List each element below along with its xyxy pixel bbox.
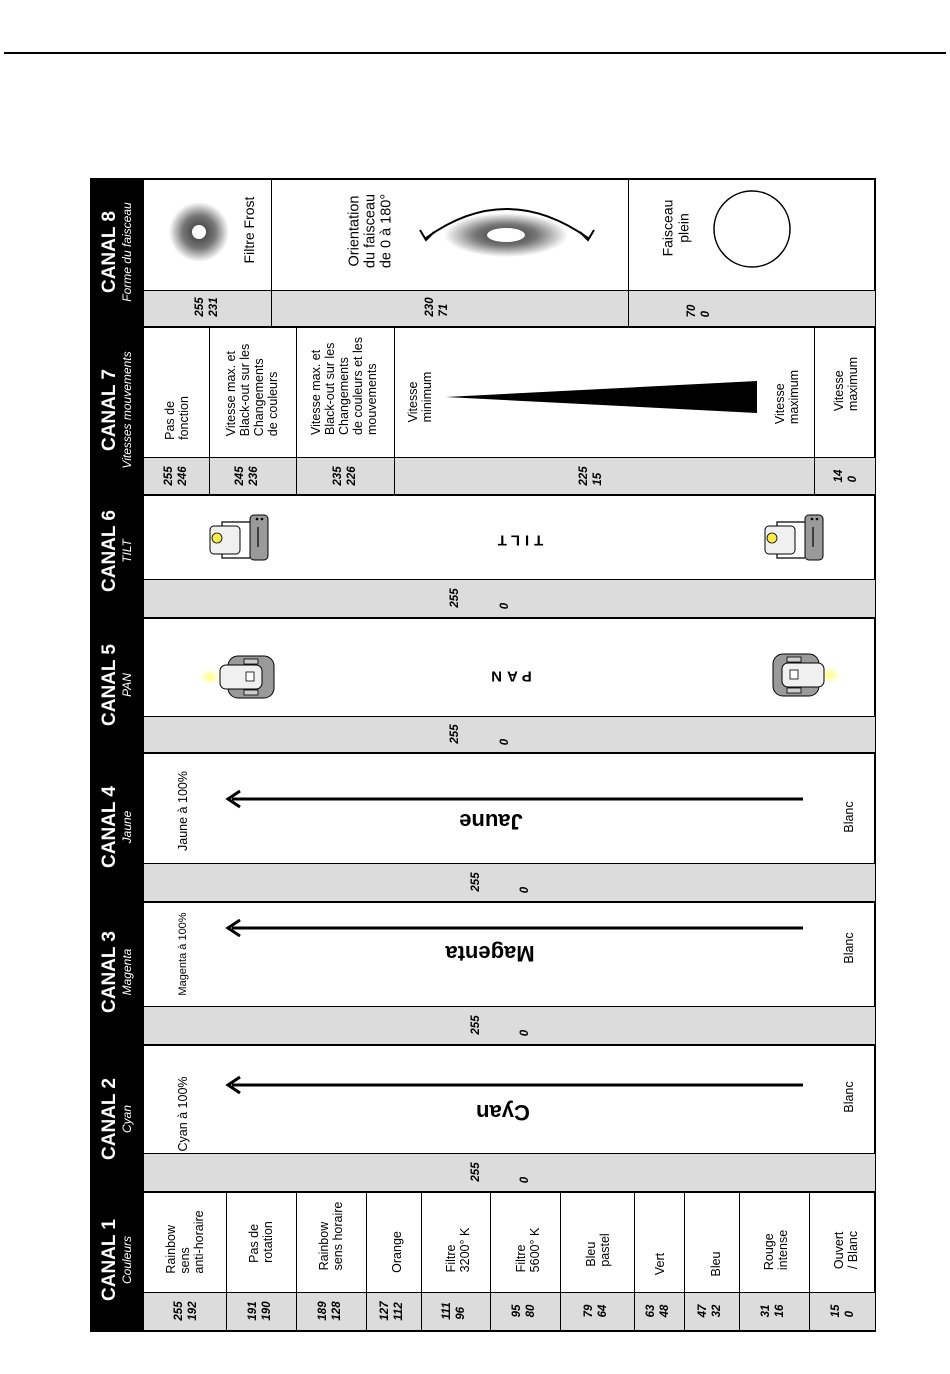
- values-strip-canal4: [144, 863, 875, 901]
- orientation-label: Orientation du faisceau de 0 à 180°: [346, 193, 396, 269]
- canal-title: CANAL 1: [98, 1219, 120, 1301]
- canal-title: CANAL 5: [98, 644, 120, 726]
- canal-title: CANAL 2: [98, 1078, 120, 1160]
- canal-subtitle: PAN: [119, 673, 134, 697]
- value-range: 245 236: [234, 466, 260, 486]
- canal7-label: Pas de fonction: [163, 396, 191, 440]
- value-range: 47 32: [697, 1304, 723, 1318]
- value-range: 14 0: [833, 469, 859, 483]
- value-max: 255: [449, 588, 462, 608]
- canal7-label: Vitesse maximum: [832, 356, 860, 412]
- canal1-label: Ouvert / Blanc: [832, 1230, 860, 1270]
- canal-title: CANAL 6: [98, 510, 120, 592]
- values-strip-canal8: [144, 290, 875, 326]
- canal-subtitle: Couleurs: [119, 1235, 134, 1285]
- frost-label: Filtre Frost: [241, 196, 258, 264]
- value-min: 0: [519, 1176, 532, 1184]
- jaune-bottom-label: Blanc: [842, 801, 856, 833]
- top-rule: [4, 52, 946, 54]
- canal1-label: Orange: [390, 1231, 404, 1273]
- canal-title: CANAL 8: [98, 211, 120, 294]
- value-range: 225 15: [578, 466, 604, 486]
- canal-title: CANAL 7: [98, 369, 120, 452]
- canal-7-header: [100, 351, 134, 468]
- values-strip-canal2: [144, 1153, 875, 1191]
- value-range: 255 192: [173, 1301, 199, 1321]
- canal-title: CANAL 4: [98, 786, 120, 868]
- value-min: 0: [499, 738, 512, 746]
- cyan-top-label: Cyan à 100%: [176, 1076, 190, 1152]
- canal1-label: Bleu pastel: [584, 1233, 612, 1267]
- value-max: 255: [470, 1162, 483, 1182]
- speed-min-label: Vitesse minimum: [406, 371, 434, 423]
- canal-5-header: [100, 644, 134, 726]
- value-range: 230 71: [424, 297, 450, 317]
- magenta-bottom-label: Blanc: [842, 932, 856, 964]
- value-range: 111 96: [441, 1302, 467, 1320]
- canal-1-header: [100, 1219, 134, 1301]
- canal-2-header: [100, 1078, 134, 1160]
- canal1-label: Rainbow sens horaire: [317, 1201, 345, 1271]
- cyan-name: Cyan: [476, 1100, 530, 1125]
- full-beam-icon: [0, 0, 1, 1]
- canal-subtitle: Jaune: [119, 810, 134, 844]
- jaune-name: Jaune: [459, 809, 523, 834]
- magenta-name: Magenta: [445, 941, 535, 966]
- canal1-label: Bleu: [709, 1251, 723, 1277]
- canal1-label: Filtre 3200° K: [444, 1227, 472, 1273]
- canal-8-header: [100, 202, 134, 301]
- canal1-label: Filtre 5600° K: [514, 1227, 542, 1273]
- values-strip-canal3: [144, 1006, 875, 1044]
- value-range: 15 0: [830, 1304, 856, 1318]
- canal1-label: Vert: [653, 1252, 667, 1276]
- value-min: 0: [499, 602, 512, 610]
- pan-label: PAN: [486, 667, 532, 685]
- canal7-label: Vitesse max. et Black-out sur les Changements de couleurs: [224, 343, 280, 437]
- canal7-label: Vitesse max. et Black-out sur les Changements de couleurs et les mouvements: [309, 337, 379, 435]
- values-strip-canal6: [144, 579, 875, 617]
- value-range: 255 231: [194, 297, 220, 317]
- value-max: 255: [470, 1015, 483, 1035]
- value-range: 191 190: [247, 1301, 273, 1321]
- value-range: 95 80: [511, 1304, 537, 1318]
- canal-4-header: [100, 786, 134, 868]
- canal-subtitle: Vitesses mouvements: [119, 351, 134, 469]
- magenta-top-label: Magenta à 100%: [176, 912, 189, 996]
- tilt-label: TILT: [492, 531, 544, 549]
- canal-subtitle: Forme du faisceau: [119, 202, 134, 302]
- speed-max-label: Vitesse maximum: [773, 369, 801, 425]
- value-range: 70 0: [686, 304, 712, 318]
- cyan-bottom-label: Blanc: [842, 1081, 856, 1113]
- canal-subtitle: TILT: [119, 539, 134, 563]
- value-range: 79 64: [583, 1304, 609, 1318]
- value-range: 189 128: [317, 1301, 343, 1321]
- value-min: 0: [519, 886, 532, 894]
- canal-3-header: [100, 931, 134, 1013]
- canal-title: CANAL 3: [98, 931, 120, 1013]
- values-strip-canal5: [144, 716, 875, 752]
- canal-subtitle: Magenta: [119, 948, 134, 996]
- canal1-label: Rouge intense: [762, 1229, 790, 1271]
- canal-subtitle: Cyan: [119, 1105, 134, 1134]
- value-range: 235 226: [332, 466, 358, 486]
- full-beam-label: Faisceau plein: [659, 199, 691, 257]
- value-range: 63 48: [645, 1304, 671, 1318]
- value-range: 31 16: [760, 1304, 786, 1318]
- value-max: 255: [470, 872, 483, 892]
- jaune-top-label: Jaune à 100%: [176, 771, 190, 851]
- value-range: 255 246: [163, 466, 189, 486]
- value-max: 255: [449, 724, 462, 744]
- canal-6-header: [100, 510, 134, 592]
- value-range: 127 112: [379, 1301, 405, 1321]
- value-min: 0: [519, 1029, 532, 1037]
- canal1-label: Pas de rotation: [247, 1221, 275, 1263]
- canal1-label: Rainbow sens anti-horaire: [164, 1210, 206, 1274]
